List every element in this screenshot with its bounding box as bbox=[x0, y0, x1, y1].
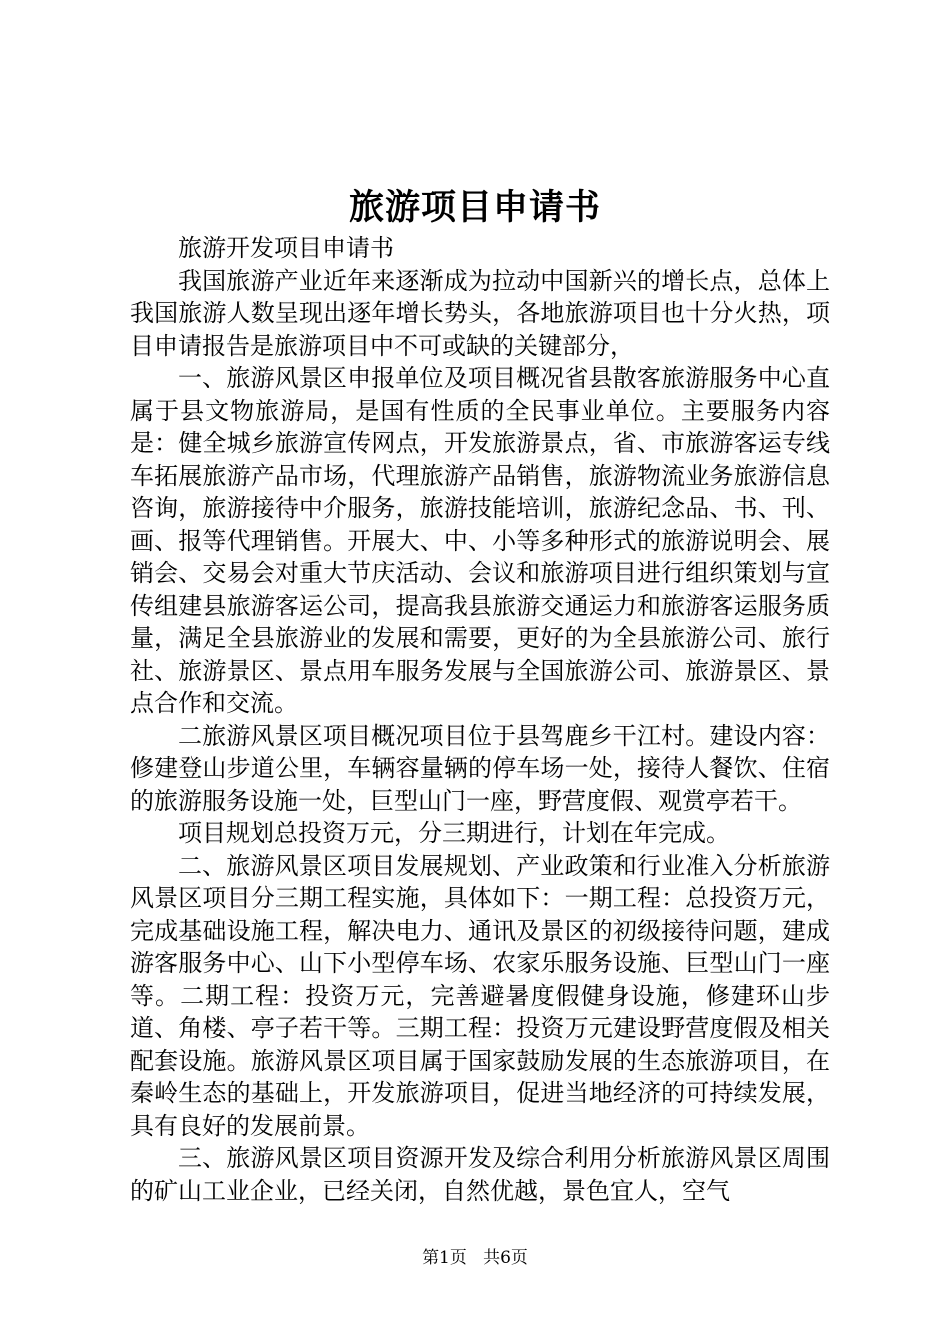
document-title: 旅游项目申请书 bbox=[348, 187, 601, 228]
page-footer bbox=[0, 1246, 950, 1270]
paragraph-section-1: 一、旅游风景区申报单位及项目概况省县散客旅游服务中心直属于县文物旅游局，是国有性质的全民事业单位。主要服务内容是：健全城乡旅游宣传网点，开发旅游景点，省、市旅游客运专线车拓展旅游产品市场，代理旅游产品销售，旅游物流业务旅游信息咨询，旅游接待中介服务，旅游技能培训，旅游纪念品、书、刊、画、报等代理销售。开展大、中、小等多种形式的旅游说明会、展销会、交易会对重大节庆活动、会议和旅游项目进行组织策划与宣传组建县旅游客运公司，提高我县旅游交通运力和旅游客运服务质量，满足全县旅游业的发展和需要，更好的为全县旅游公司、旅行社、旅游景区、景点用车服务发展与全国旅游公司、旅游景区、景点合作和交流。 bbox=[130, 364, 830, 717]
paragraph-intro: 我国旅游产业近年来逐渐成为拉动中国新兴的增长点，总体上我国旅游人数呈现出逐年增长势头，各地旅游项目也十分火热，项目申请报告是旅游项目中不可或缺的关键部分， bbox=[130, 266, 830, 360]
paragraph-section-3: 三、旅游风景区项目资源开发及综合利用分析旅游风景区周围的矿山工业企业，已经关闭，自然优越，景色宜人，空气 bbox=[130, 1144, 830, 1205]
paragraph-section-2-plan: 二、旅游风景区项目发展规划、产业政策和行业准入分析旅游风景区项目分三期工程实施，具体如下：一期工程：总投资万元，完成基础设施工程，解决电力、通讯及景区的初级接待问题，建成游客服务中心、山下小型停车场、农家乐服务设施、巨型山门一座等。二期工程：投资万元，完善避暑度假健身设施，修建环山步道、角楼、亭子若干等。三期工程：投资万元建设野营度假及相关配套设施。旅游风景区项目属于国家鼓励发展的生态旅游项目，在秦岭生态的基础上，开发旅游项目，促进当地经济的可持续发展，具有良好的发展前景。 bbox=[130, 851, 830, 1140]
paragraph-section-2-overview: 二旅游风景区项目概况项目位于县驾鹿乡干江村。建设内容：修建登山步道公里，车辆容量辆的停车场一处，接待人餐饮、住宿的旅游服务设施一处，巨型山门一座，野营度假、观赏亭若干。 bbox=[130, 721, 830, 815]
paragraph-investment: 项目规划总投资万元，分三期进行，计划在年完成。 bbox=[178, 819, 730, 847]
page-number: 第1页 bbox=[422, 1248, 467, 1268]
page-total: 共6页 bbox=[483, 1248, 528, 1268]
page-separator bbox=[472, 1248, 477, 1268]
paragraph-subtitle: 旅游开发项目申请书 bbox=[178, 234, 394, 262]
document-body bbox=[130, 232, 830, 1207]
